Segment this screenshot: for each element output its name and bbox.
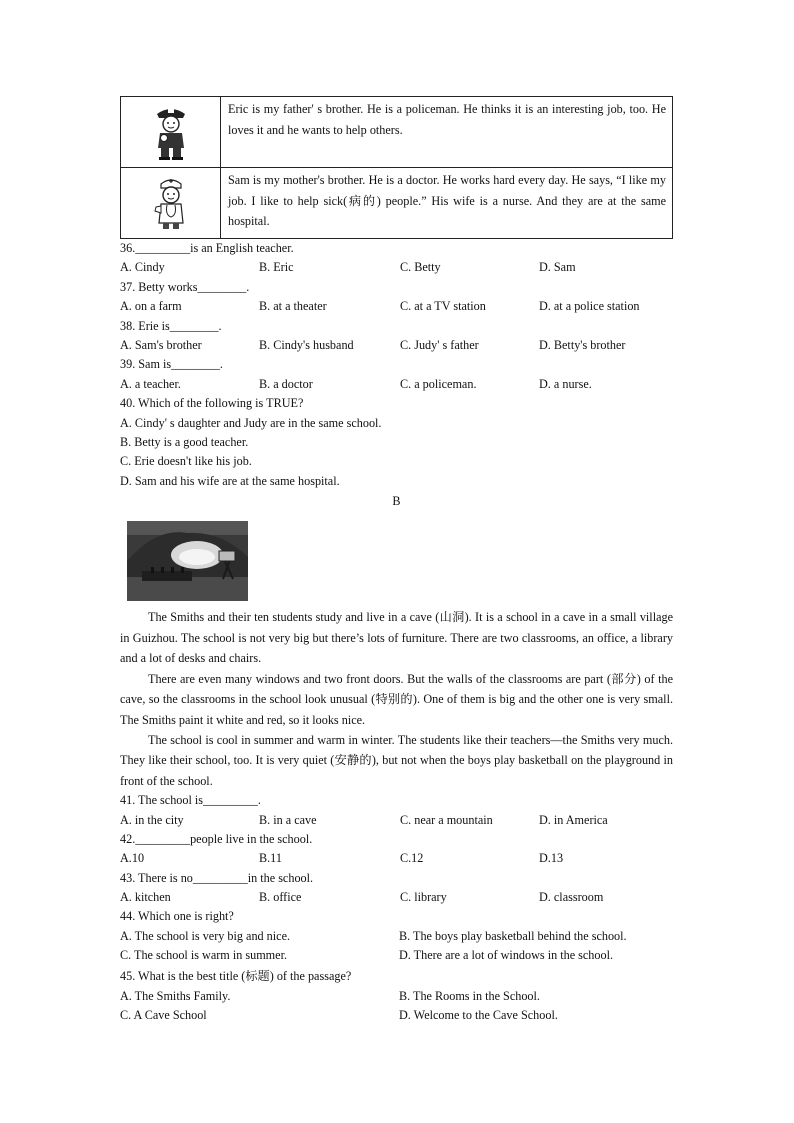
option-b[interactable]: B. The Rooms in the School.: [399, 988, 540, 1003]
option-c[interactable]: C. Erie doesn't like his job.: [120, 454, 252, 469]
doctor-icon: [151, 173, 191, 233]
option-d[interactable]: D. in America: [539, 812, 608, 827]
option-b[interactable]: B. office: [259, 890, 302, 905]
exam-page: [120, 96, 673, 1025]
option-c[interactable]: C. Judy' s father: [400, 337, 479, 352]
option-d[interactable]: D. at a police station: [539, 299, 640, 314]
option-a[interactable]: A. The school is very big and nice.: [120, 928, 291, 943]
options-row: [120, 888, 673, 907]
option-b[interactable]: B. Eric: [259, 260, 294, 275]
option-b[interactable]: B. in a cave: [259, 812, 317, 827]
options-row: [120, 811, 673, 830]
options-row: [120, 336, 673, 355]
sam-description: Sam is my mother's brother. He is a doctor. He works hard every day. He says, “I like my job. I like to help sick(病的) people.” His wife is a nurse. And they are at the same hospital.: [221, 168, 673, 239]
option-b[interactable]: B. Betty is a good teacher.: [120, 434, 249, 449]
option-d[interactable]: D. There are a lot of windows in the school.: [399, 948, 614, 963]
people-table: [120, 96, 673, 239]
question-stem: 45. What is the best title (标题) of the passage?: [120, 968, 352, 983]
question-stem: 41. The school is_________.: [120, 793, 261, 808]
question-stem: 42._________people live in the school.: [120, 831, 313, 846]
option-a[interactable]: A. Sam's brother: [120, 337, 202, 352]
options-row: [120, 849, 673, 868]
question-stem: 36._________is an English teacher.: [120, 241, 294, 255]
question-41: [120, 791, 673, 830]
question-39: [120, 355, 673, 394]
passage-paragraph-1: The Smiths and their ten students study and live in a cave (山洞). It is a school in a cave in a small village in Guizhou. The school is not very big but there’s lots of furniture. There are two classrooms, an office, a library and a lot of desks and chairs.: [120, 610, 673, 666]
question-44: [120, 907, 673, 965]
question-stem: 38. Erie is________.: [120, 318, 222, 333]
table-row: [121, 168, 673, 239]
question-45: [120, 966, 673, 1026]
option-d[interactable]: D. Sam and his wife are at the same hospital.: [120, 473, 340, 488]
option-c[interactable]: C. The school is warm in summer.: [120, 948, 287, 963]
picture-cell: [121, 168, 221, 239]
options-row: [120, 258, 673, 277]
section-b-questions: [120, 791, 673, 1025]
option-b[interactable]: B. at a theater: [259, 299, 327, 314]
option-b[interactable]: B. Cindy's husband: [259, 337, 354, 352]
option-a[interactable]: A. kitchen: [120, 890, 171, 905]
option-a[interactable]: A. a teacher.: [120, 376, 181, 391]
option-a[interactable]: A. Cindy' s daughter and Judy are in the same school.: [120, 415, 382, 430]
question-42: [120, 830, 673, 869]
picture-cell: [121, 97, 221, 168]
option-d[interactable]: D. Betty's brother: [539, 337, 626, 352]
passage: [120, 607, 673, 791]
options-row: [120, 927, 673, 946]
option-c[interactable]: C. at a TV station: [400, 299, 486, 314]
options-row: [120, 1006, 673, 1025]
cave-school-photo: [127, 521, 248, 601]
option-d[interactable]: D. Sam: [539, 260, 576, 275]
option-b[interactable]: B. a doctor: [259, 376, 313, 391]
passage-paragraph-2: There are even many windows and two front doors. But the walls of the classrooms are part (部分) of the cave, so the classrooms in the school look unusual (特别的). One of them is big and the other one is very small. The Smiths paint it white and red, so it looks nice.: [120, 671, 673, 727]
option-b[interactable]: B. The boys play basketball behind the school.: [399, 928, 627, 943]
option-c[interactable]: C.12: [400, 851, 424, 866]
question-38: [120, 317, 673, 356]
option-c[interactable]: C. near a mountain: [400, 812, 493, 827]
options-row: [120, 946, 673, 965]
option-c[interactable]: C. a policeman.: [400, 376, 477, 391]
question-36: [120, 239, 673, 278]
eric-description: Eric is my father' s brother. He is a policeman. He thinks it is an interesting job, too. He loves it and he wants to help others.: [221, 97, 673, 168]
option-c[interactable]: C. Betty: [400, 260, 441, 275]
question-40: [120, 394, 673, 491]
option-a[interactable]: A. Cindy: [120, 260, 165, 275]
question-43: [120, 869, 673, 908]
policeman-icon: [151, 102, 191, 162]
question-stem: 44. Which one is right?: [120, 909, 234, 924]
option-a[interactable]: A. The Smiths Family.: [120, 988, 231, 1003]
option-d[interactable]: D. Welcome to the Cave School.: [399, 1008, 558, 1023]
option-d[interactable]: D. classroom: [539, 890, 604, 905]
options-row: [120, 987, 673, 1006]
question-stem: 37. Betty works________.: [120, 279, 250, 294]
question-stem: 43. There is no_________in the school.: [120, 870, 314, 885]
option-c[interactable]: C. library: [400, 890, 447, 905]
option-d[interactable]: D.13: [539, 851, 564, 866]
option-a[interactable]: A.10: [120, 851, 145, 866]
passage-paragraph-3: The school is cool in summer and warm in winter. The students like their teachers—the Smiths very much. They like their school, too. It is very quiet (安静的), but not when the boys play basketball on the playground in front of the school.: [120, 732, 673, 788]
options-row: [120, 375, 673, 394]
question-stem: 39. Sam is________.: [120, 357, 223, 372]
option-b[interactable]: B.11: [259, 851, 282, 866]
section-b-heading: B: [392, 494, 401, 509]
table-row: [121, 97, 673, 168]
option-a[interactable]: A. in the city: [120, 812, 184, 827]
question-37: [120, 278, 673, 317]
question-stem: 40. Which of the following is TRUE?: [120, 396, 304, 411]
option-a[interactable]: A. on a farm: [120, 299, 182, 314]
options-row: [120, 297, 673, 316]
section-a-questions: [120, 239, 673, 491]
option-c[interactable]: C. A Cave School: [120, 1008, 207, 1023]
option-d[interactable]: D. a nurse.: [539, 376, 592, 391]
